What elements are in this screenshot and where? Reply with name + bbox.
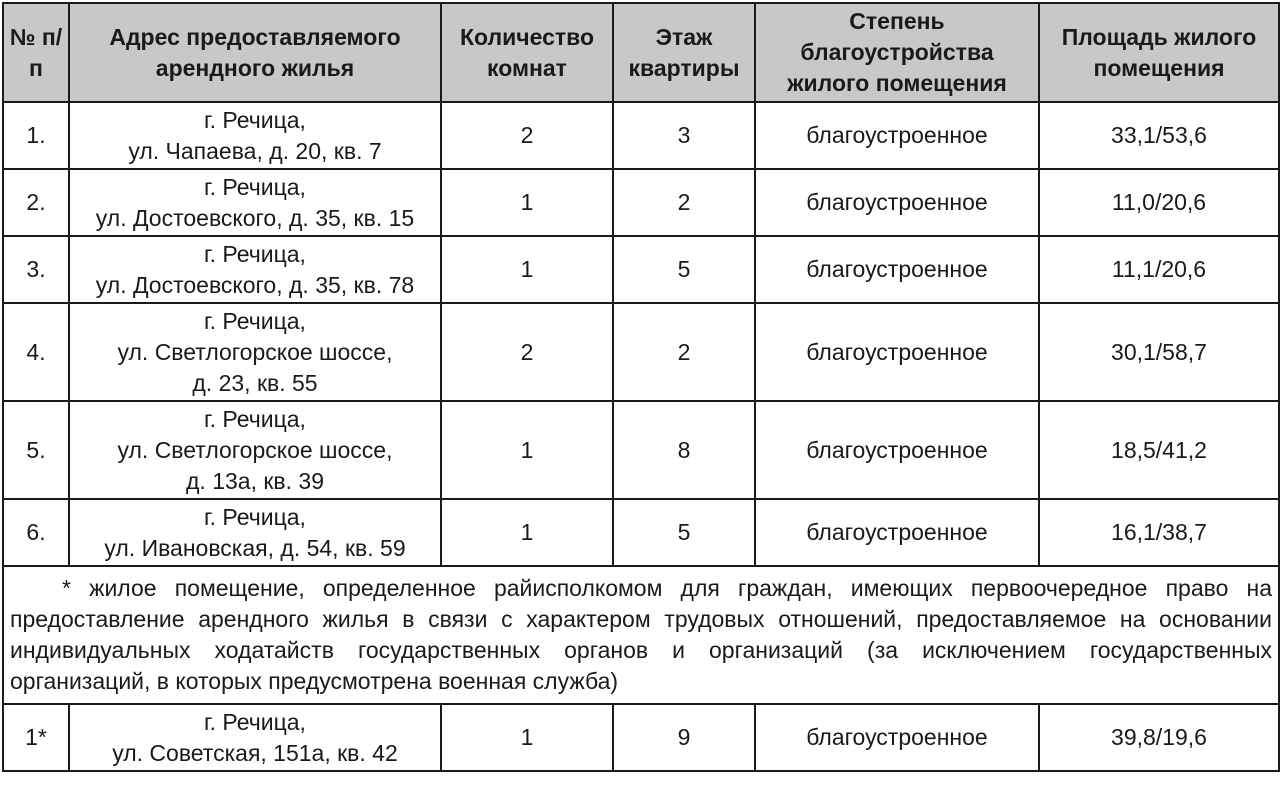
address-line: ул. Чапаева, д. 20, кв. 7	[128, 137, 382, 164]
row-rooms: 2	[441, 303, 613, 401]
row-address	[69, 169, 441, 236]
row-rooms: 2	[441, 102, 613, 169]
row-num: 4.	[3, 303, 69, 401]
row-num: 2.	[3, 169, 69, 236]
row-floor: 5	[613, 499, 755, 566]
row-rooms: 1	[441, 401, 613, 499]
address-line: д. 13а, кв. 39	[186, 467, 324, 494]
row-condition: благоустроенное	[755, 704, 1039, 771]
row-address	[69, 236, 441, 303]
row-area: 33,1/53,6	[1039, 102, 1279, 169]
address-line: ул. Достоевского, д. 35, кв. 78	[95, 271, 415, 298]
address-line: г. Речица,	[204, 173, 306, 200]
row-area: 16,1/38,7	[1039, 499, 1279, 566]
row-floor: 8	[613, 401, 755, 499]
row-num: 5.	[3, 401, 69, 499]
row-address	[69, 499, 441, 566]
header-rooms: Количество комнат	[441, 3, 613, 102]
address-line: ул. Светлогорское шоссе,	[117, 338, 393, 365]
row-rooms: 1	[441, 499, 613, 566]
address-line: ул. Советская, 151а, кв. 42	[112, 739, 398, 766]
table-row	[3, 236, 1279, 303]
note-row	[3, 566, 1279, 704]
header-condition: Степень благоустройства жилого помещения	[755, 3, 1039, 102]
row-area: 11,0/20,6	[1039, 169, 1279, 236]
row-condition: благоустроенное	[755, 499, 1039, 566]
row-condition: благоустроенное	[755, 102, 1039, 169]
address-line: г. Речица,	[204, 503, 306, 530]
table-row	[3, 169, 1279, 236]
row-address	[69, 303, 441, 401]
row-floor: 2	[613, 303, 755, 401]
header-num: № п/п	[3, 3, 69, 102]
row-floor: 2	[613, 169, 755, 236]
table-row	[3, 102, 1279, 169]
row-rooms: 1	[441, 169, 613, 236]
header-floor: Этаж квартиры	[613, 3, 755, 102]
table-row	[3, 704, 1279, 771]
row-num: 1.	[3, 102, 69, 169]
row-num: 6.	[3, 499, 69, 566]
row-rooms: 1	[441, 704, 613, 771]
row-num: 1*	[3, 704, 69, 771]
row-address	[69, 102, 441, 169]
address-line: г. Речица,	[204, 240, 306, 267]
header-row	[3, 3, 1279, 102]
row-condition: благоустроенное	[755, 169, 1039, 236]
table-row	[3, 499, 1279, 566]
row-floor: 3	[613, 102, 755, 169]
address-line: г. Речица,	[204, 106, 306, 133]
row-condition: благоустроенное	[755, 401, 1039, 499]
note-cell	[3, 566, 1279, 704]
address-line: ул. Достоевского, д. 35, кв. 15	[95, 204, 415, 231]
address-line: ул. Ивановская, д. 54, кв. 59	[104, 534, 406, 561]
row-area: 11,1/20,6	[1039, 236, 1279, 303]
address-line: г. Речица,	[204, 307, 306, 334]
housing-table	[2, 2, 1280, 772]
row-floor: 5	[613, 236, 755, 303]
footnote-text: * жилое помещение, определенное райисполкомом для граждан, имеющих первоочередное право на предоставление арендного жилья в связи с характером трудовых отношений, предоставляемое на основании индивидуальных ходатайств государственных органов и организаций (за исключением государственных организаций, в которых предусмотрена военная служба)	[10, 575, 1272, 694]
row-num: 3.	[3, 236, 69, 303]
address-line: д. 23, кв. 55	[192, 369, 318, 396]
row-rooms: 1	[441, 236, 613, 303]
row-floor: 9	[613, 704, 755, 771]
row-condition: благоустроенное	[755, 236, 1039, 303]
row-area: 30,1/58,7	[1039, 303, 1279, 401]
address-line: г. Речица,	[204, 708, 306, 735]
row-area: 39,8/19,6	[1039, 704, 1279, 771]
header-area: Площадь жилого помещения	[1039, 3, 1279, 102]
address-line: г. Речица,	[204, 405, 306, 432]
header-address: Адрес предоставляемого арендного жилья	[69, 3, 441, 102]
row-area: 18,5/41,2	[1039, 401, 1279, 499]
row-address	[69, 401, 441, 499]
address-line: ул. Светлогорское шоссе,	[117, 436, 393, 463]
row-address	[69, 704, 441, 771]
table-row	[3, 303, 1279, 401]
row-condition: благоустроенное	[755, 303, 1039, 401]
table-row	[3, 401, 1279, 499]
